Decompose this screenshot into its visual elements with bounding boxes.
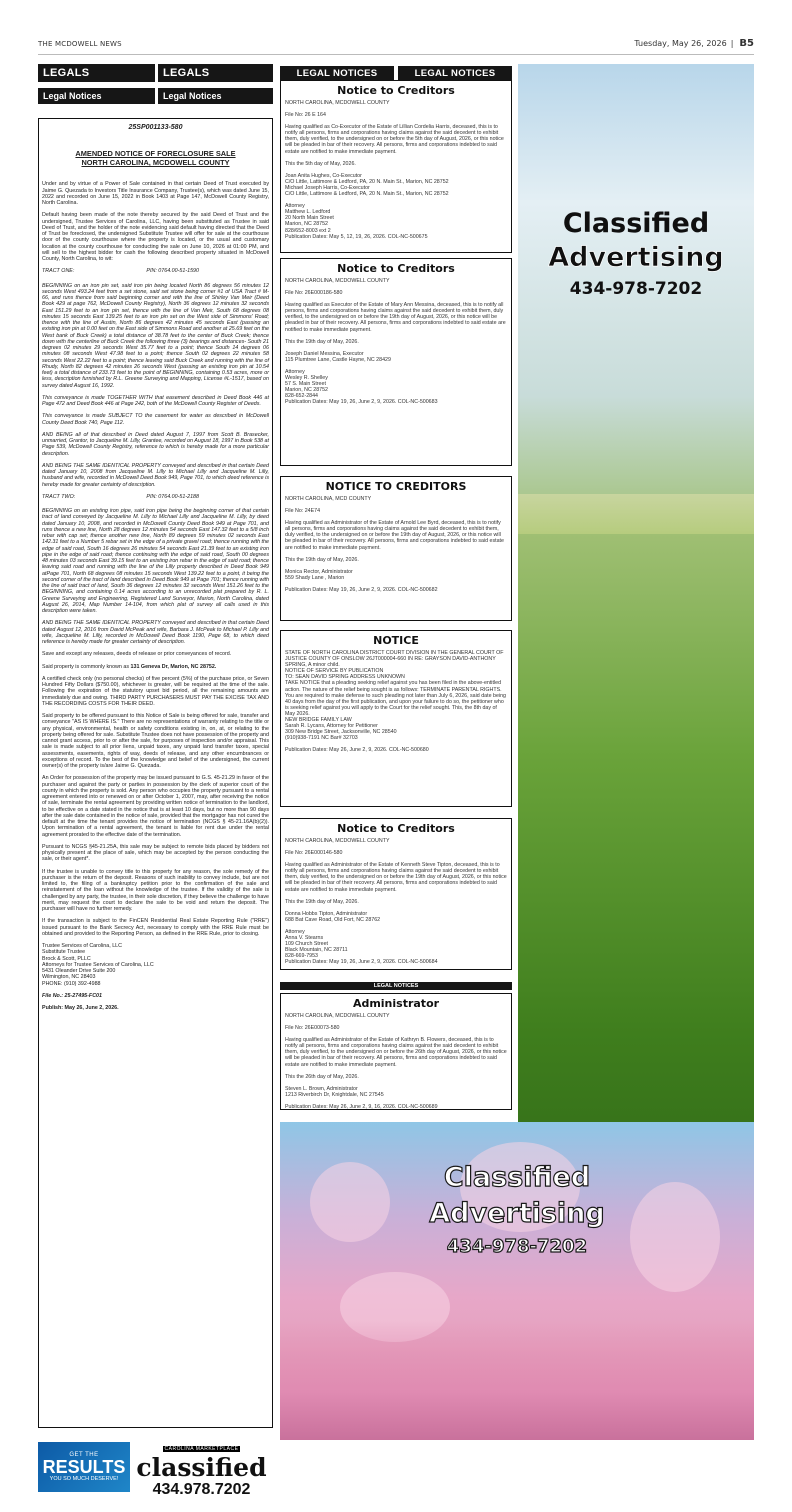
classified-logo: CAROLINA MARKETPLACE classified 434.978.7202: [130, 1435, 273, 1499]
legals-tab: LEGALS: [38, 64, 155, 82]
promo-line-1: Classified: [562, 208, 710, 239]
foreclosure-notice: [38, 118, 273, 1428]
case-number: 25SP001133-580: [128, 124, 183, 131]
legal-notices-subtab-2: Legal Notices: [158, 88, 273, 104]
legals-tab-2: LEGALS: [158, 64, 273, 82]
paragraph: Said property to be offered pursuant to this Notice of Sale is being offered for sale, transfer and conveyance "AS IS WHERE IS." There are no representations of warranty relating to the title or any physical, environmental, health or safety conditions existing in, on, at, or relating to the property being offered for sale. Substitute Trustee does not have possession of the property and cannot grant access, prior to or after the sale, for purposes of inspection and/or appraisal. This sale is made subject to all prior liens, unpaid taxes, any unpaid land transfer taxes, special assessments, easements, rights of way, deeds of release, and any other encumbrances or exceptions of record. To the best of the knowledge and belief of the undersigned, the current owner(s) of the property is/are Jaime G. Quezada.: [42, 713, 269, 769]
tract-one-header: [42, 268, 269, 274]
notice-service-by-publication: NOTICE STATE OF NORTH CAROLINA DISTRICT COURT DIVISION IN THE GENERAL COURT OF JUSTICE COUNTY OF ONSLOW 26JT000004-660 IN RE: GRAYSON DAVID-ANTHONY SPRING, A minor child. NOTICE OF SERVICE BY PUBLICATION TO: SEAN DAVID SPRING ADDRESS UNKNOWN TAKE NOTICE that a pleading seeking relief against you has been filed in the above-entitled action. The nature of the relief being sought is as follows: TERMINATE PARENTAL RIGHTS. You are required to make defense to such pleading not later than July 6, 2026, said date being 40 days from the day of the first publication, and upon your failure to do so, the petitioner who is seeking relief against you will apply to the Court for the relief sought. This, the 8th day of May 2026. NEW BRIDGE FAMILY LAW Sarah R. Lycans, Attorney for Petitioner 309 New Bridge Street, Jacksonville, NC 28540 (910)938-7191 NC Bar# 32703 Publication Dates: May 26, June 2, 9, 2026. COL-NC-500680: [280, 630, 512, 807]
legal-description: BEGINNING on an iron pin set, said iron pin being located North 86 degrees 56 minutes 12 seconds West 493.24 feet from a set stone, said set stone being corner #1 of USA Tract # M-66, and runs thence from said beginning corner and with the line of Shirley Van Meir (Deed Book 429 at page 762, McDowell County Registry), North 36 degrees 12 minutes 32 seconds East 151.29 feet to an iron pin set, thence with the line of Van Meir, South 68 degrees 08 minutes 15 seconds East 139.25 feet to an iron pin set on the West side of Simmons' Road; thence with the line of Austin, North 86 degrees 42 minutes 45 seconds East (passing an existing iron pin at 0.00 feet on the East side of Simmons Road and another at 25.69 feet on the West bank of Buck Creek) a total distance of 38.78 feet to the center of Buck Creek; thence down with the centerline of Buck Creek the following three (3) bearings and distances- South 21 degrees 02 minutes 29 seconds West 35.77 feet to a point; thence South 14 degrees 06 minutes 08 seconds West 47.98 feet to a point; thence South 02 degrees 22 minutes 58 seconds West 22.22 feet to a point; thence leaving said Buck Creek and running with the line of Rhudy, North 82 degrees 42 minutes 26 seconds West (passing an existing iron pin at 10.54 feet) a total distance of 233.73 feet to the point of BEGINNING, containing 0.53 acres, more or less, description furnished by R.L. Greene Surveying and Mapping, License #L-1517, based on survey dated August 16, 1992.: [42, 282, 269, 389]
paragraph: An Order for possession of the property may be issued pursuant to G.S. 45-21.29 in favor of the purchaser and against the party or parties in possession by the clerk of superior court of the county in which the property is sold. Any person who occupies the property pursuant to a rental agreement entered into or renewed on or after October 1, 2007, may, after receiving the notice of sale, terminate the rental agreement by providing written notice of termination to the landlord, to be effective on a date stated in the notice that is at least 10 days, but no more than 90 days after the sale date contained in the notice of sale, provided that the mortgagor has not cured the default at the time the tenant provides the notice of termination (NCGS § 45-21.16A(b)(2)). Upon termination of a rental agreement, the tenant is liable for rent due under the rental agreement prorated to the effective date of the termination.: [42, 775, 269, 838]
promo-line-1: Classified: [443, 1162, 591, 1193]
tract-label: TRACT TWO:: [42, 493, 76, 500]
paragraph: This conveyance is made SUBJECT TO the casement for water as described in McDowell County Deed Book 740, Page 112.: [42, 413, 269, 426]
publish-dates: Publish: May 26, June 2, 2026.: [42, 1005, 119, 1011]
paragraph: A certified check only (no personal checks) of five percent (5%) of the purchase price, or Seven Hundred Fifty Dollars ($750.00), whichever is greater, will be required at the time of the sale. Following the expiration of the statutory upset bid period, all the remaining amounts are immediately due and owing. THIRD PARTY PURCHASERS MUST PAY THE EXCISE TAX AND THE RECORDING COSTS FOR THEIR DEED.: [42, 675, 269, 707]
header-rule: [38, 54, 754, 55]
trustee-address: Trustee Services of Carolina, LLC Substitute Trustee Brock & Scott, PLLC Attorneys for Trustee Services of Carolina, LLC 5431 Oleander Drive Suite 200 Wilmington, NC 28403 PHONE: (910) 392-4988: [42, 943, 154, 987]
paragraph: If the transaction is subject to the FinCEN Residential Real Estate Reporting Rule ("RRE") issued pursuant to the Bank Secrecy Act, necessary to comply with the RRE Rule must be obtained and provided to the Reporting Person, as defined in the RRE Rule, prior to closing.: [42, 918, 269, 937]
promo-line-2: Advertising: [429, 1198, 605, 1229]
date-text: Tuesday, May 26, 2026: [634, 39, 727, 48]
promo-phone: 434-978-7202: [446, 1236, 588, 1257]
notice-title: NOTICE TO CREDITORS: [325, 480, 467, 493]
petal-ground: [280, 1320, 754, 1440]
legal-notices-tab-2: LEGAL NOTICES: [398, 66, 512, 81]
tract-label: TRACT ONE:: [42, 268, 75, 275]
paragraph: AND BEING THE SAME IDENTICAL PROPERTY conveyed and described in that certain Deed dated January 10, 2008 from Jacqueline M. Lilly to Michael Lilly and Jacqueline M. Lilly, husband and wife, recorded in McDowell Deed Book 949, Page 701, to which deed reference is hereby made for greater certainty of description.: [42, 462, 269, 488]
promo-line-2: Advertising: [548, 242, 724, 273]
blossom-promo[interactable]: [280, 1122, 754, 1440]
paragraph: Default having been made of the note thereby secured by the said Deed of Trust and the undersigned, Trustee Services of Carolina, LLC, having been substituted as Trustee in said Deed of Trust, and the holder of the note evidencing said default having directed that the Deed of Trust be foreclosed, the undersigned Substitute Trustee will offer for sale at the courthouse door of the county courthouse where the property is located, or the usual and customary location at the county courthouse for conducting the sale on June 10, 2026 at 01:00 PM, and will sell to the highest bidder for cash the following described property situated in McDowell County, North Carolina, to wit:: [42, 212, 269, 262]
tract-pin: PIN: 0764.00-51-2188: [146, 493, 199, 500]
tract-two-header: [42, 494, 269, 500]
notice-administrator-flowers: Administrator NORTH CAROLINA, MCDOWELL COUNTY File No: 26E00073-580 Having qualified as Administrator of the Estate of Kathryn B. Flowers, deceased, this is to notify all persons, firms and corporations having claims against the said decedent to exhibit them, duly verified, to the undersigned on or before the 26th day of August, 2026, or this notice will be pleaded in bar of their recovery. All persons, firms and corporations indebted to said estate are notified to make immediate payment. This the 26th day of May, 2026. Steven L. Brown, Administrator 1213 Riverbirch Dr, Knightdale, NC 27545 Publication Dates: May 26, June 2, 9, 16, 2026. COL-NC-500689: [280, 993, 512, 1110]
paragraph: AND BEING all of that described in Deed dated August 7, 1997 from Scott B. Brasecker, unmarried, Grantor, to Jacqueline M. Lilly, Grantee, recorded on August 18, 1997 in Book 538 at Page 539, McDowell County Registry, reference to which is hereby made for a more particular description.: [42, 431, 269, 457]
paragraph: If the trustee is unable to convey title to this property for any reason, the sole remedy of the purchaser is the return of the deposit. Reasons of such inability to convey include, but are not limited to, the filing of a bankruptcy petition prior to the confirmation of the sale and reinstatement of the loan without the knowledge of the trustee. If the validity of the sale is challenged by any party, the trustee, in their sole discretion, if they believe the challenge to have merit, may request the court to declare the sale to be void and return the deposit. The purchaser will have no further remedy.: [42, 868, 269, 912]
notice-to-creditors-tipton: Notice to Creditors NORTH CAROLINA, MCDOWELL COUNTY File No: 26E000146-580 Having qualified as Administrator of the Estate of Kenneth Steve Tipton, deceased, this is to notify all persons, firms and corporations having claims against the said decedent to exhibit them, duly verified, to the undersigned on or before the 19th day of August, 2026, or this notice will be pleaded in bar of their recovery. All persons, firms and corporations indebted to said estate are notified to make immediate payment. This the 19th day of May, 2026. Donna Hobbs Tipton, Administrator 688 Bat Cave Road, Old Fort, NC 28762 Attorney Anna V. Stearns 109 Church Street Black Mountain, NC 28711 828-669-7953 Publication Dates: May 19, 26, June 2, 9, 2026. COL-NC-500684: [280, 818, 512, 970]
notice-title: NOTICE: [373, 634, 419, 647]
file-number: File No.: 25-27495-FC01: [42, 992, 102, 999]
legal-notices-bar: LEGAL NOTICES: [280, 982, 512, 990]
property-address: Said property is commonly known as 131 Geneva Dr, Marion, NC 28752.: [42, 663, 217, 670]
paragraph: Pursuant to NCGS §45-21.25A, this sale may be subject to remote bids placed by bidders not physically present at the place of sale, which may be accepted by the person conducting the sale, or their agent*.: [42, 843, 269, 863]
notice-county: NORTH CAROLINA, MCDOWELL COUNTY: [81, 158, 230, 168]
page-date: Tuesday, May 26, 2026 | B5: [634, 38, 754, 49]
ad-phone: 434.978.7202: [152, 1480, 251, 1498]
classified-ad[interactable]: [38, 1435, 273, 1498]
notice-title: Notice to Creditors: [337, 822, 455, 835]
notice-to-creditors-harris: Notice to Creditors NORTH CAROLINA, MCDOWELL COUNTY File No: 26 E 164 Having qualified as Co-Executor of the Estate of Lillian Cordelia Harris, deceased, this is to notify all persons, firms and corporations having claims against the said decedent to exhibit them, duly verified, to the undersigned on or before the 5th day of August, 2026, or this notice will be pleaded in bar of their recovery. All persons, firms and corporations indebted to said estate are notified to make immediate payment. This the 5th day of May, 2026. Joan Anita Hughes, Co-Executor C/O Little, Lattimore & Ledford, PA, 20 N. Main St., Marion, NC 28752 Michael Joseph Harris, Co-Executor C/O Little, Lattimore & Ledford, PA, 20 N. Main St., Marion, NC 28752 Attorney Matthew L. Ledford 20 North Main Street Marion, NC 28752 828/652-8003 ext 2 Publication Dates: May 5, 12, 19, 26, 2026. COL-NC-500675: [280, 80, 512, 253]
promo-phone: 434-978-7202: [569, 279, 703, 299]
notice-to-creditors-messina: Notice to Creditors NORTH CAROLINA, MCDOWELL COUNTY File No: 26E000186-580 Having qualified as Executor of the Estate of Mary Ann Messina, deceased, this is to notify all persons, firms and corporations having claims against the said decedent to exhibit them, duly verified, to the undersigned on or before the 19th day of August, 2026, or this notice will be pleaded in bar of their recovery. All persons, firms and corporations indebted to said estate are notified to make immediate payment. This the 19th day of May, 2026. Joseph Daniel Messina, Executor 115 Plumtree Lane, Castle Hayne, NC 28429 Attorney Wesley R. Shelley 57 S. Main Street Marion, NC 28752 828-652-2844 Publication Dates: May 19, 26, June 2, 9, 2026. COL-NC-500683: [280, 258, 512, 466]
paragraph: Save and except any releases, deeds of release or prior conveyances of record.: [42, 651, 232, 658]
paragraph: This conveyance is made TOGETHER WITH that easement described in Deed Book 446 at Page 472 and Deed Book 446 at Page 242, both of the McDowell County Register of Deeds.: [42, 394, 269, 407]
paragraph: Under and by virtue of a Power of Sale contained in that certain Deed of Trust executed by Jaime G. Quezada to Investors Title Insurance Company, Trustee(s), which was dated June 15, 2022 and recorded on June 15, 2022 in Book 1403 at Page 147, McDowell County Registry, North Carolina.: [42, 181, 269, 206]
notice-to-creditors-byrd: NOTICE TO CREDITORS NORTH CAROLINA, MCD COUNTY File No: 24E74 Having qualified as Administrator of the Estate of Arnold Lee Byrd, deceased, this is to notify all persons, firms and corporations having claims against the said decedent to exhibit them, duly verified, to the undersigned on or before the 19th day of August, 2026, or this notice will be pleaded in bar of their recovery. All persons, firms and corporations indebted to said estate are notified to make immediate payment. This the 19th day of May, 2026. Monica Rector, Administrator 559 Shady Lane , Marion Publication Dates: May 19, 26, June 2, 9, 2026. COL-NC-500682: [280, 476, 512, 621]
legal-notices-tab: LEGAL NOTICES: [280, 66, 394, 81]
legal-description: BEGINNING on an existing iron pipe, said iron pipe being the beginning corner of that certain tract of land conveyed by Jacqueline M. Lilly to Michael Lilly and Jacqueline M. Lilly, by deed dated January 10, 2008, and recorded in McDowell County Deed Book 949 at Page 701, and runs thence a new line, North 28 degrees 12 minutes 54 seconds East 147.32 feet to a 5/8 inch rebar with cap set; thence another new line, North 89 degrees 59 minutes 02 seconds East 142.31 feet to a Number 5 rebar set in the edge of a private gravel road; thence running with the edge of said road, South 16 degrees 26 minutes 54 seconds East 21.39 feet to an existing iron pipe in the edge of said road; thence continuing with the edge of said road, South 00 degrees 48 minutes 03 seconds East 39.15 feet to an existing iron rebar in the edge of said road; thence leaving said road and running with the line of the Lilly property described in Deed Book 949 atPage 701, North 68 degrees 08 minutes 15 seconds West 139.22 feet to a point, it being the second corner of the tract of land described in Deed Book 949 at Page 701; thence running with the line of said tract of land, South 36 degrees 12 minutes 32 seconds West 151.26 feet to the BEGINNING, and containing 0.14 acres according to an unrecorded plat prepared by R. L. Greene Surveying and Engineering, Registered Land Surveyor, Marion, North Carolina, dated August 26, 2014, Map Number 14-104, from which plat of survey all calls used in this description were taken.: [42, 508, 269, 614]
tract-pin: PIN: 0764.00-51-1590: [146, 268, 199, 275]
legal-notices-subtab: Legal Notices: [38, 88, 155, 104]
results-banner: GET THE RESULTS YOU SO MUCH DESERVE!: [38, 1442, 130, 1492]
paragraph: AND BEING THE SAME IDENTICAL PROPERTY conveyed and described in that certain Deed dated August 12, 2016 from David McPeak and wife, Barbara J. McPeak to Michael P. Lilly and wife, Jacqueline M. Lilly, recorded in McDowell Deed Book 1190, Page 68, to which deed reference is hereby made for greater certainty of description.: [42, 620, 269, 645]
field-highlight: [518, 494, 754, 534]
notice-title: Notice to Creditors: [337, 262, 455, 275]
page-number: B5: [739, 38, 754, 49]
notice-title: Notice to Creditors: [337, 84, 455, 97]
notice-title: Administrator: [352, 997, 440, 1010]
notice-title: AMENDED NOTICE OF FORECLOSURE SALE: [75, 149, 236, 159]
paper-name: THE MCDOWELL NEWS: [38, 40, 122, 48]
